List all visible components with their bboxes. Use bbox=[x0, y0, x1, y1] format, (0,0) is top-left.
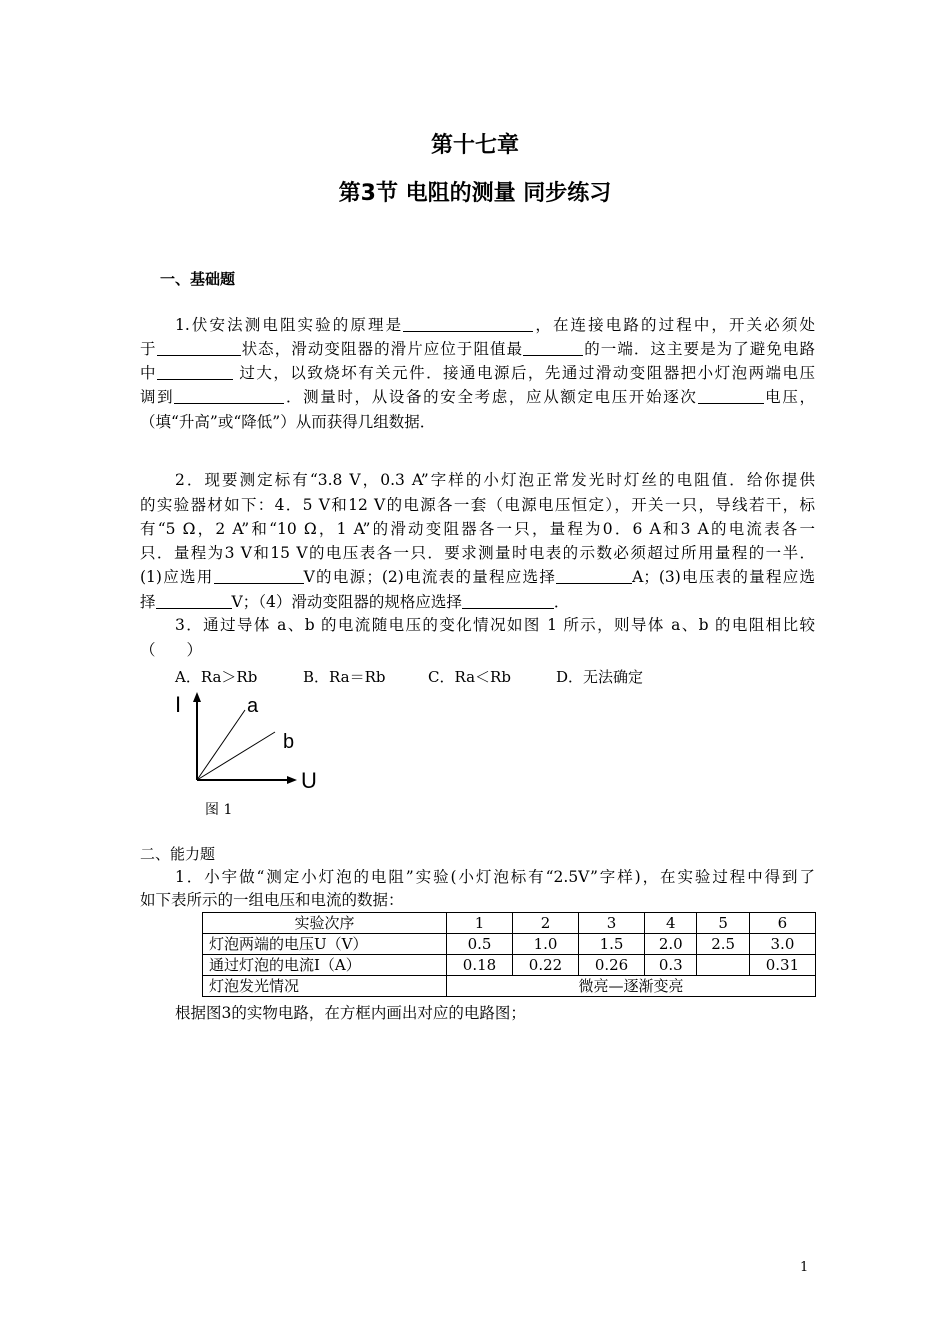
text-segment: 有“5 Ω，2 A”和“10 Ω，1 A”的滑动变阻器各一只，量程为0．6 A和3 A的电流表各一 bbox=[140, 520, 815, 538]
chapter-title: 第十七章 bbox=[430, 133, 519, 158]
text-line bbox=[140, 592, 815, 612]
p2-q1-line: 1．小宇做“测定小灯泡的电阻”实验(小灯泡标有“2.5V”字样)，在实验过程中得到了 bbox=[175, 868, 815, 886]
option-c: C．Ra＜Rb bbox=[428, 668, 511, 686]
text-segment: （填“升高”或“降低”）从而获得几组数据． bbox=[140, 413, 436, 431]
u-axis-arrow bbox=[287, 776, 297, 784]
text-line bbox=[140, 543, 815, 563]
text-segment: 只．量程为3 V和15 V的电压表各一只．要求测量时电表的示数必须超过所用量程的一半． bbox=[140, 544, 815, 562]
answer-blank[interactable] bbox=[214, 568, 304, 584]
text-segment: 的一端．这主要是为了避免电路 bbox=[583, 340, 815, 358]
text-line bbox=[140, 387, 815, 407]
part1-heading: 一、基础题 bbox=[160, 270, 236, 288]
table-cell: 灯泡两端的电压U（V） bbox=[203, 934, 447, 955]
text-line bbox=[140, 363, 815, 383]
line-b bbox=[197, 732, 275, 780]
text-line bbox=[140, 315, 815, 335]
answer-blank[interactable] bbox=[462, 593, 554, 609]
table-cell: 1.5 bbox=[579, 934, 645, 955]
table-cell: 0.26 bbox=[579, 955, 645, 976]
text-segment: 状态，滑动变阻器的滑片应位于阻值最 bbox=[240, 340, 524, 358]
figure-1-caption: 图 1 bbox=[205, 802, 233, 818]
text-segment: ．测量时，从设备的安全考虑，应从额定电压开始逐次 bbox=[284, 388, 698, 406]
table-row bbox=[203, 955, 816, 976]
table-cell: 1.0 bbox=[513, 934, 579, 955]
text-segment: 过大，以致烧坏有关元件．接通电源后，先通过滑动变阻器把小灯泡两端电压 bbox=[232, 364, 815, 382]
text-line bbox=[140, 495, 815, 515]
table-row bbox=[203, 976, 816, 997]
table-cell: 6 bbox=[749, 913, 815, 934]
text-segment: 2．现要测定标有“3.8 V，0.3 A”字样的小灯泡正常发光时灯丝的电阻值．给你提供 bbox=[175, 471, 815, 489]
text-segment: 的实验器材如下：4．5 V和12 V的电源各一套（电源电压恒定），开关一只，导线若干，标 bbox=[140, 496, 815, 514]
table-cell: 5 bbox=[697, 913, 749, 934]
answer-blank[interactable] bbox=[157, 364, 233, 380]
text-segment: 1.伏安法测电阻实验的原理是 bbox=[175, 316, 404, 334]
table-cell: 2.0 bbox=[645, 934, 697, 955]
table-cell: 0.31 bbox=[749, 955, 815, 976]
p2-q1-line: 如下表所示的一组电压和电流的数据： bbox=[140, 891, 404, 909]
text-segment: ，在连接电路的过程中，开关必须处 bbox=[533, 316, 815, 334]
table-cell: 灯泡发光情况 bbox=[203, 976, 447, 997]
table-cell: 0.22 bbox=[513, 955, 579, 976]
table-cell: 3 bbox=[579, 913, 645, 934]
table-cell: 0.5 bbox=[446, 934, 512, 955]
answer-blank[interactable] bbox=[156, 593, 232, 609]
text-segment: （ ） bbox=[140, 641, 203, 659]
text-segment: V；（4）滑动变阻器的规格应选择 bbox=[231, 593, 462, 611]
text-line bbox=[140, 615, 815, 635]
table-cell: 1 bbox=[446, 913, 512, 934]
text-segment: ． bbox=[553, 593, 570, 611]
answer-blank[interactable] bbox=[698, 388, 764, 404]
table-cell bbox=[697, 955, 749, 976]
answer-blank[interactable] bbox=[174, 388, 284, 404]
data-table bbox=[202, 912, 816, 997]
text-segment: 于 bbox=[140, 340, 157, 358]
after-table-text: 根据图3的实物电路，在方框内画出对应的电路图； bbox=[175, 1004, 526, 1022]
u-axis-label: U bbox=[301, 768, 317, 788]
table-row bbox=[203, 913, 816, 934]
line-b-label: b bbox=[283, 731, 295, 753]
table-cell: 3.0 bbox=[749, 934, 815, 955]
table-cell: 0.3 bbox=[645, 955, 697, 976]
answer-blank[interactable] bbox=[157, 340, 241, 356]
answer-blank[interactable] bbox=[403, 316, 533, 332]
q3-options bbox=[175, 667, 850, 687]
text-segment: V的电源；(2)电流表的量程应选择 bbox=[303, 568, 557, 586]
i-axis-label: I bbox=[175, 692, 182, 717]
text-line bbox=[140, 567, 815, 587]
text-segment: 择 bbox=[140, 593, 156, 611]
option-a: A．Ra＞Rb bbox=[175, 668, 258, 686]
text-segment: 中 bbox=[140, 364, 157, 382]
answer-blank[interactable] bbox=[556, 568, 632, 584]
line-a-label: a bbox=[247, 695, 259, 717]
table-cell: 0.18 bbox=[446, 955, 512, 976]
i-axis-arrow bbox=[193, 692, 201, 702]
text-line bbox=[140, 339, 815, 359]
section-title: 第3节 电阻的测量 同步练习 bbox=[338, 181, 612, 206]
table-cell: 微亮—逐渐变亮 bbox=[446, 976, 815, 997]
text-line bbox=[140, 412, 815, 432]
text-segment: (1)应选用 bbox=[140, 568, 214, 586]
option-b: B．Ra＝Rb bbox=[303, 668, 386, 686]
text-segment: 3．通过导体 a、b 的电流随电压的变化情况如图 1 所示，则导体 a、b 的电阻相比较 bbox=[175, 616, 815, 634]
text-segment: 电压， bbox=[763, 388, 815, 406]
table-cell: 实验次序 bbox=[203, 913, 447, 934]
answer-blank[interactable] bbox=[523, 340, 583, 356]
page-number: 1 bbox=[800, 1260, 809, 1275]
line-a bbox=[197, 710, 245, 780]
table-cell: 2 bbox=[513, 913, 579, 934]
text-segment: A；(3)电压表的量程应选 bbox=[632, 568, 815, 586]
table-row bbox=[203, 934, 816, 955]
table-cell: 2.5 bbox=[697, 934, 749, 955]
part2-heading: 二、能力题 bbox=[140, 845, 216, 863]
table-cell: 4 bbox=[645, 913, 697, 934]
table-cell: 通过灯泡的电流I（A） bbox=[203, 955, 447, 976]
text-line bbox=[140, 470, 815, 490]
option-d: D．无法确定 bbox=[556, 668, 644, 686]
text-line bbox=[140, 640, 815, 660]
figure-1-iu-graph bbox=[165, 688, 325, 788]
text-segment: 调到 bbox=[140, 388, 175, 406]
text-line bbox=[140, 519, 815, 539]
